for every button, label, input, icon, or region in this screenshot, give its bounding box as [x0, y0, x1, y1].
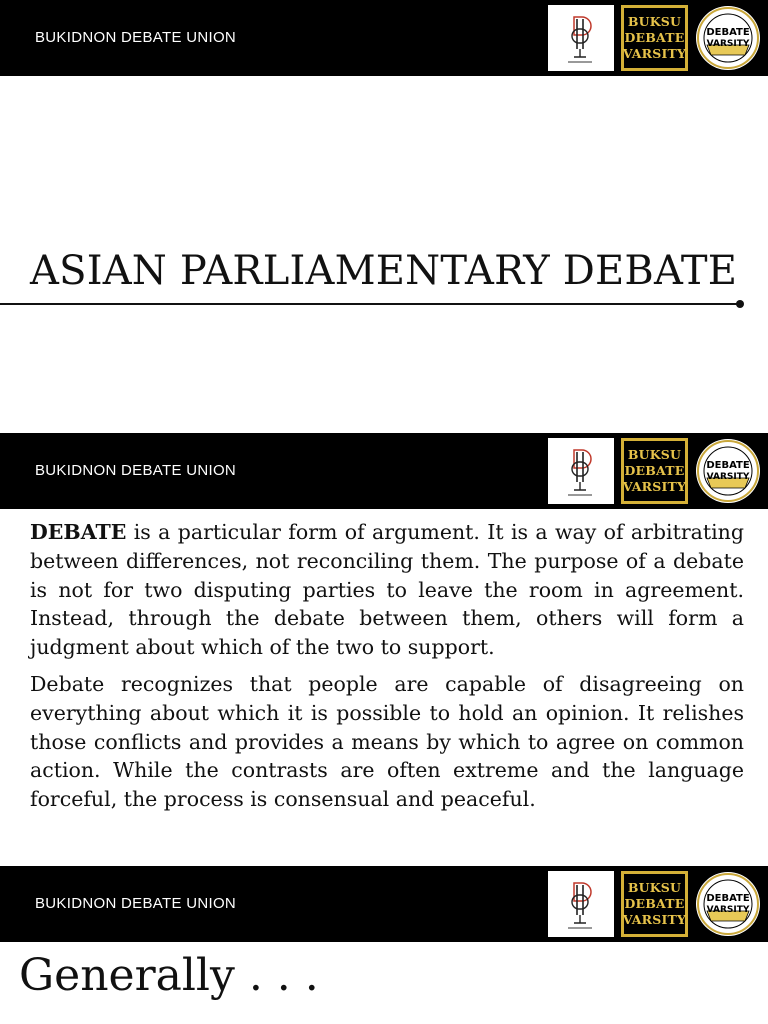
varsity-logo-line: DEBATE	[624, 463, 685, 478]
debate-varsity-seal	[695, 438, 761, 504]
debate-varsity-seal	[695, 871, 761, 937]
bdu-logo	[548, 438, 614, 504]
varsity-logo-line: VARSITY	[622, 912, 687, 927]
varsity-logo-line: VARSITY	[622, 46, 687, 61]
varsity-logo	[621, 871, 688, 937]
seal-text: DEBATE	[706, 893, 750, 904]
varsity-logo-line: DEBATE	[624, 30, 685, 45]
paragraph-debate-recognition: Debate recognizes that people are capable of disagreeing on everything about which it is possible to hold an opinion. It relishes those conflicts and provides a means by which to agree on common action. While the contrasts are often extreme and the language forceful, the process is consensual and peaceful.	[30, 672, 744, 812]
seal-text: VARSITY	[706, 472, 750, 482]
slide-header	[0, 0, 768, 76]
varsity-logo-line: BUKSU	[627, 14, 682, 29]
org-name: BUKIDNON DEBATE UNION	[35, 895, 237, 912]
debate-varsity-seal	[695, 5, 761, 71]
title-underline	[0, 303, 738, 305]
paragraph-lead-term: DEBATE	[30, 520, 127, 544]
varsity-logo-line: DEBATE	[624, 896, 685, 911]
varsity-logo-line: VARSITY	[622, 479, 687, 494]
seal-text: DEBATE	[706, 27, 750, 38]
varsity-logo-line: BUKSU	[627, 447, 682, 462]
org-name: BUKIDNON DEBATE UNION	[35, 29, 237, 46]
slide-header	[0, 866, 768, 942]
seal-text: DEBATE	[706, 460, 750, 471]
paragraph-debate-definition	[30, 518, 744, 662]
slide-header	[0, 433, 768, 509]
org-name: BUKIDNON DEBATE UNION	[35, 462, 237, 479]
seal-text: VARSITY	[706, 39, 750, 49]
seal-text: VARSITY	[706, 905, 750, 915]
slide-title: ASIAN PARLIAMENTARY DEBATE	[30, 248, 738, 294]
bdu-logo	[548, 871, 614, 937]
varsity-logo	[621, 438, 688, 504]
varsity-logo-line: BUKSU	[627, 880, 682, 895]
paragraph-text: is a particular form of argument. It is a way of arbitrating between differences, not reconciling them. The purpose of a debate is not for two disputing parties to leave the room in agreement. Instead, through the debate between them, others will form a judgment about which of the two to support.	[30, 520, 744, 660]
bdu-logo	[548, 5, 614, 71]
slide-heading: Generally . . .	[19, 950, 319, 1001]
varsity-logo	[621, 5, 688, 71]
title-underline-dot	[736, 300, 744, 308]
